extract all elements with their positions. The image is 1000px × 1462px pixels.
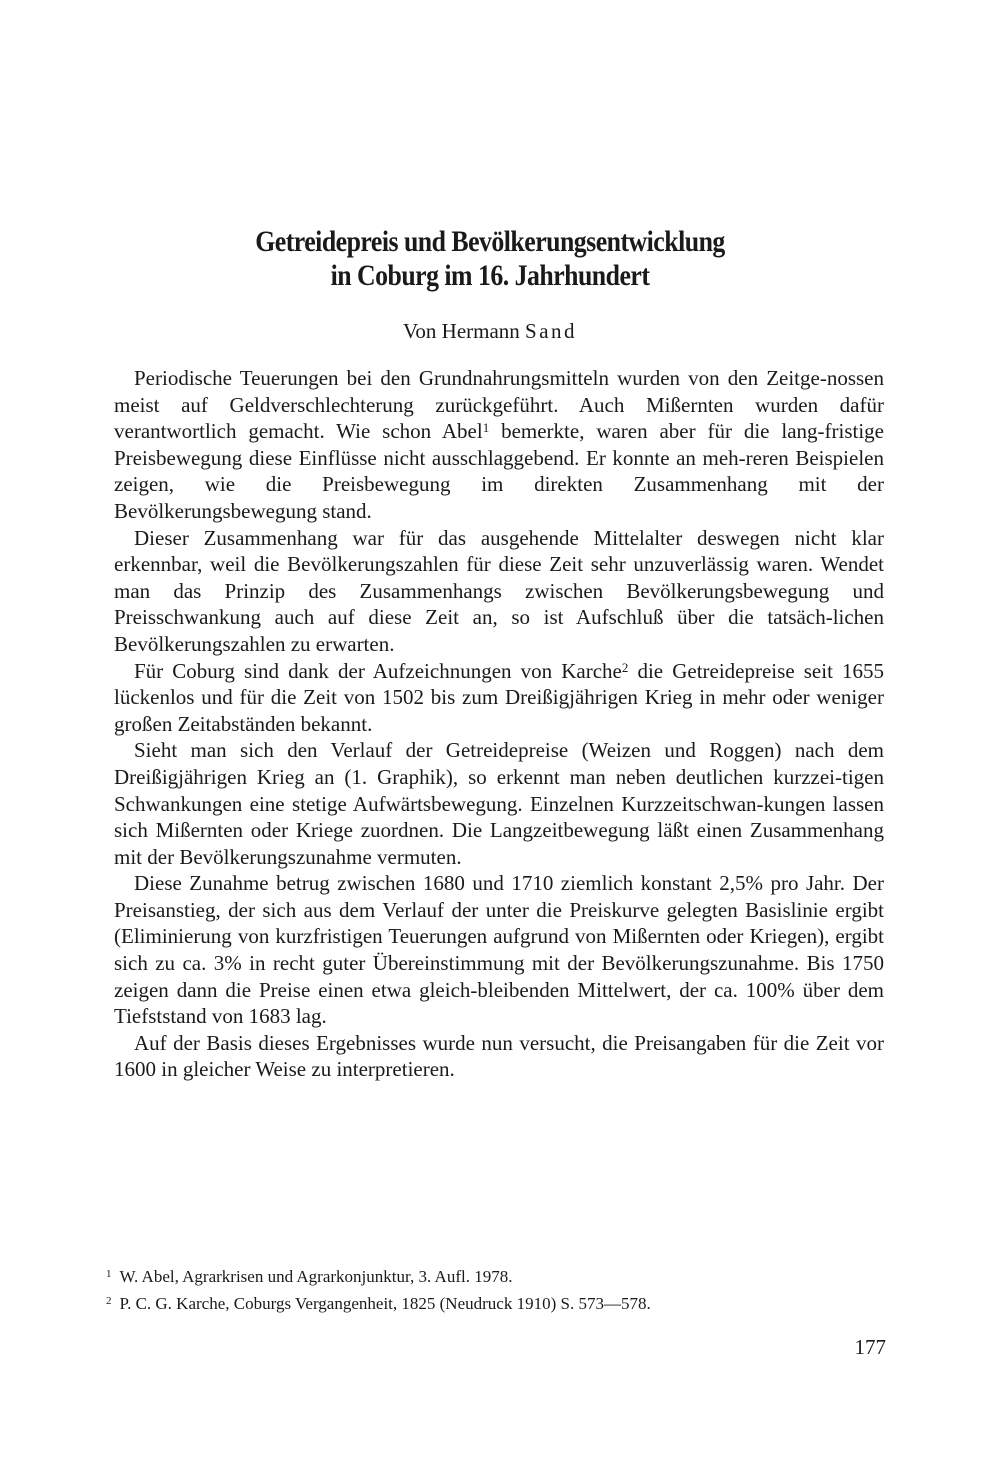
footnote-1 — [106, 1262, 826, 1289]
footnote-mark-1: 1 — [106, 1268, 112, 1280]
title-line-1: Getreidepreis und Bevölkerungsentwicklung — [255, 225, 725, 258]
paragraph-1-part-1: Periodische Teuerungen bei den Grundnahrungsmitteln wurden von den Zeitge-nossen meist auf Geldverschlechterung zurückgeführt. Auch Mißernten wurden dafür verantwortlich gemacht. Wie schon Abel — [114, 366, 884, 444]
footnote-text-2: P. C. G. Karche, Coburgs Vergangenheit, 1825 (Neudruck 1910) S. 573—578. — [119, 1294, 651, 1313]
paragraph-3-part-1: Für Coburg sind dank der Aufzeichnungen von Karche — [134, 658, 622, 683]
footnote-ref-2: 2 — [621, 659, 629, 675]
article-body — [114, 365, 884, 1083]
paragraph-1-part-2: bemerkte, waren aber für die lang-fristige Preisbewegung diese Einflüsse nicht ausschlaggebend. Er konnte an meh-reren Beispielen zeigen, wie die Preisbewegung im direkten Zusammenhang mit der Bevölkerungsbewegung stand. — [114, 419, 884, 523]
page-number: 177 — [854, 1335, 886, 1359]
article-title — [198, 225, 783, 293]
footnote-2 — [106, 1289, 826, 1316]
paragraph-4: Sieht man sich den Verlauf der Getreidepreise (Weizen und Roggen) nach dem Dreißigjährigen Krieg an (1. Graphik), so erkennt man neben deutlichen kurzzei-tigen Schwankungen eine stetige Aufwärtsbewegung. Einzelnen Kurzzeitschwan-kungen lassen sich Mißernten oder Kriege zuordnen. Die Langzeitbewegung läßt einen Zusammenhang mit der Bevölkerungszunahme vermuten. — [114, 738, 884, 869]
footnotes — [106, 1262, 826, 1316]
author-line — [150, 318, 830, 344]
footnote-mark-2: 2 — [106, 1295, 112, 1307]
paragraph-6: Auf der Basis dieses Ergebnisses wurde nun versucht, die Preisangaben für die Zeit vor 1600 in gleicher Weise zu interpretieren. — [114, 1030, 884, 1082]
paragraph-2: Dieser Zusammenhang war für das ausgehende Mittelalter deswegen nicht klar erkennbar, weil die Bevölkerungszahlen für diese Zeit sehr unzuverlässig waren. Wendet man das Prinzip des Zusammenhangs zwischen Bevölkerungsbewegung und Preisschwankung auch auf diese Zeit an, so ist Aufschluß über die tatsäch-lichen Bevölkerungszahlen zu erwarten. — [114, 525, 884, 656]
paragraph-3-part-2: die Getreidepreise seit 1655 lückenlos und für die Zeit von 1502 bis zum Dreißigjährigen Krieg in mehr oder weniger großen Zeitabständen bekannt. — [114, 658, 884, 736]
footnote-ref-1: 1 — [482, 420, 490, 436]
footnote-text-1: W. Abel, Agrarkrisen und Agrarkonjunktur, 3. Aufl. 1978. — [119, 1267, 513, 1286]
author-prefix: Von Hermann — [402, 319, 520, 343]
paragraph-3 — [114, 658, 884, 738]
author-surname: Sand — [525, 319, 578, 343]
paragraph-5: Diese Zunahme betrug zwischen 1680 und 1710 ziemlich konstant 2,5% pro Jahr. Der Preisanstieg, der sich aus dem Verlauf der unter die Preiskurve gelegten Basislinie ergibt (Eliminierung von kurzfristigen Teuerungen aufgrund von Mißernten oder Kriegen), ergibt sich zu ca. 3% in recht guter Übereinstimmung mit der Bevölkerungszunahme. Bis 1750 zeigen dann die Preise einen etwa gleich-bleibenden Mittelwert, der ca. 100% über dem Tiefststand von 1683 lag. — [114, 871, 884, 1029]
title-line-2: in Coburg im 16. Jahrhundert — [330, 259, 650, 292]
paragraph-1 — [114, 365, 884, 525]
